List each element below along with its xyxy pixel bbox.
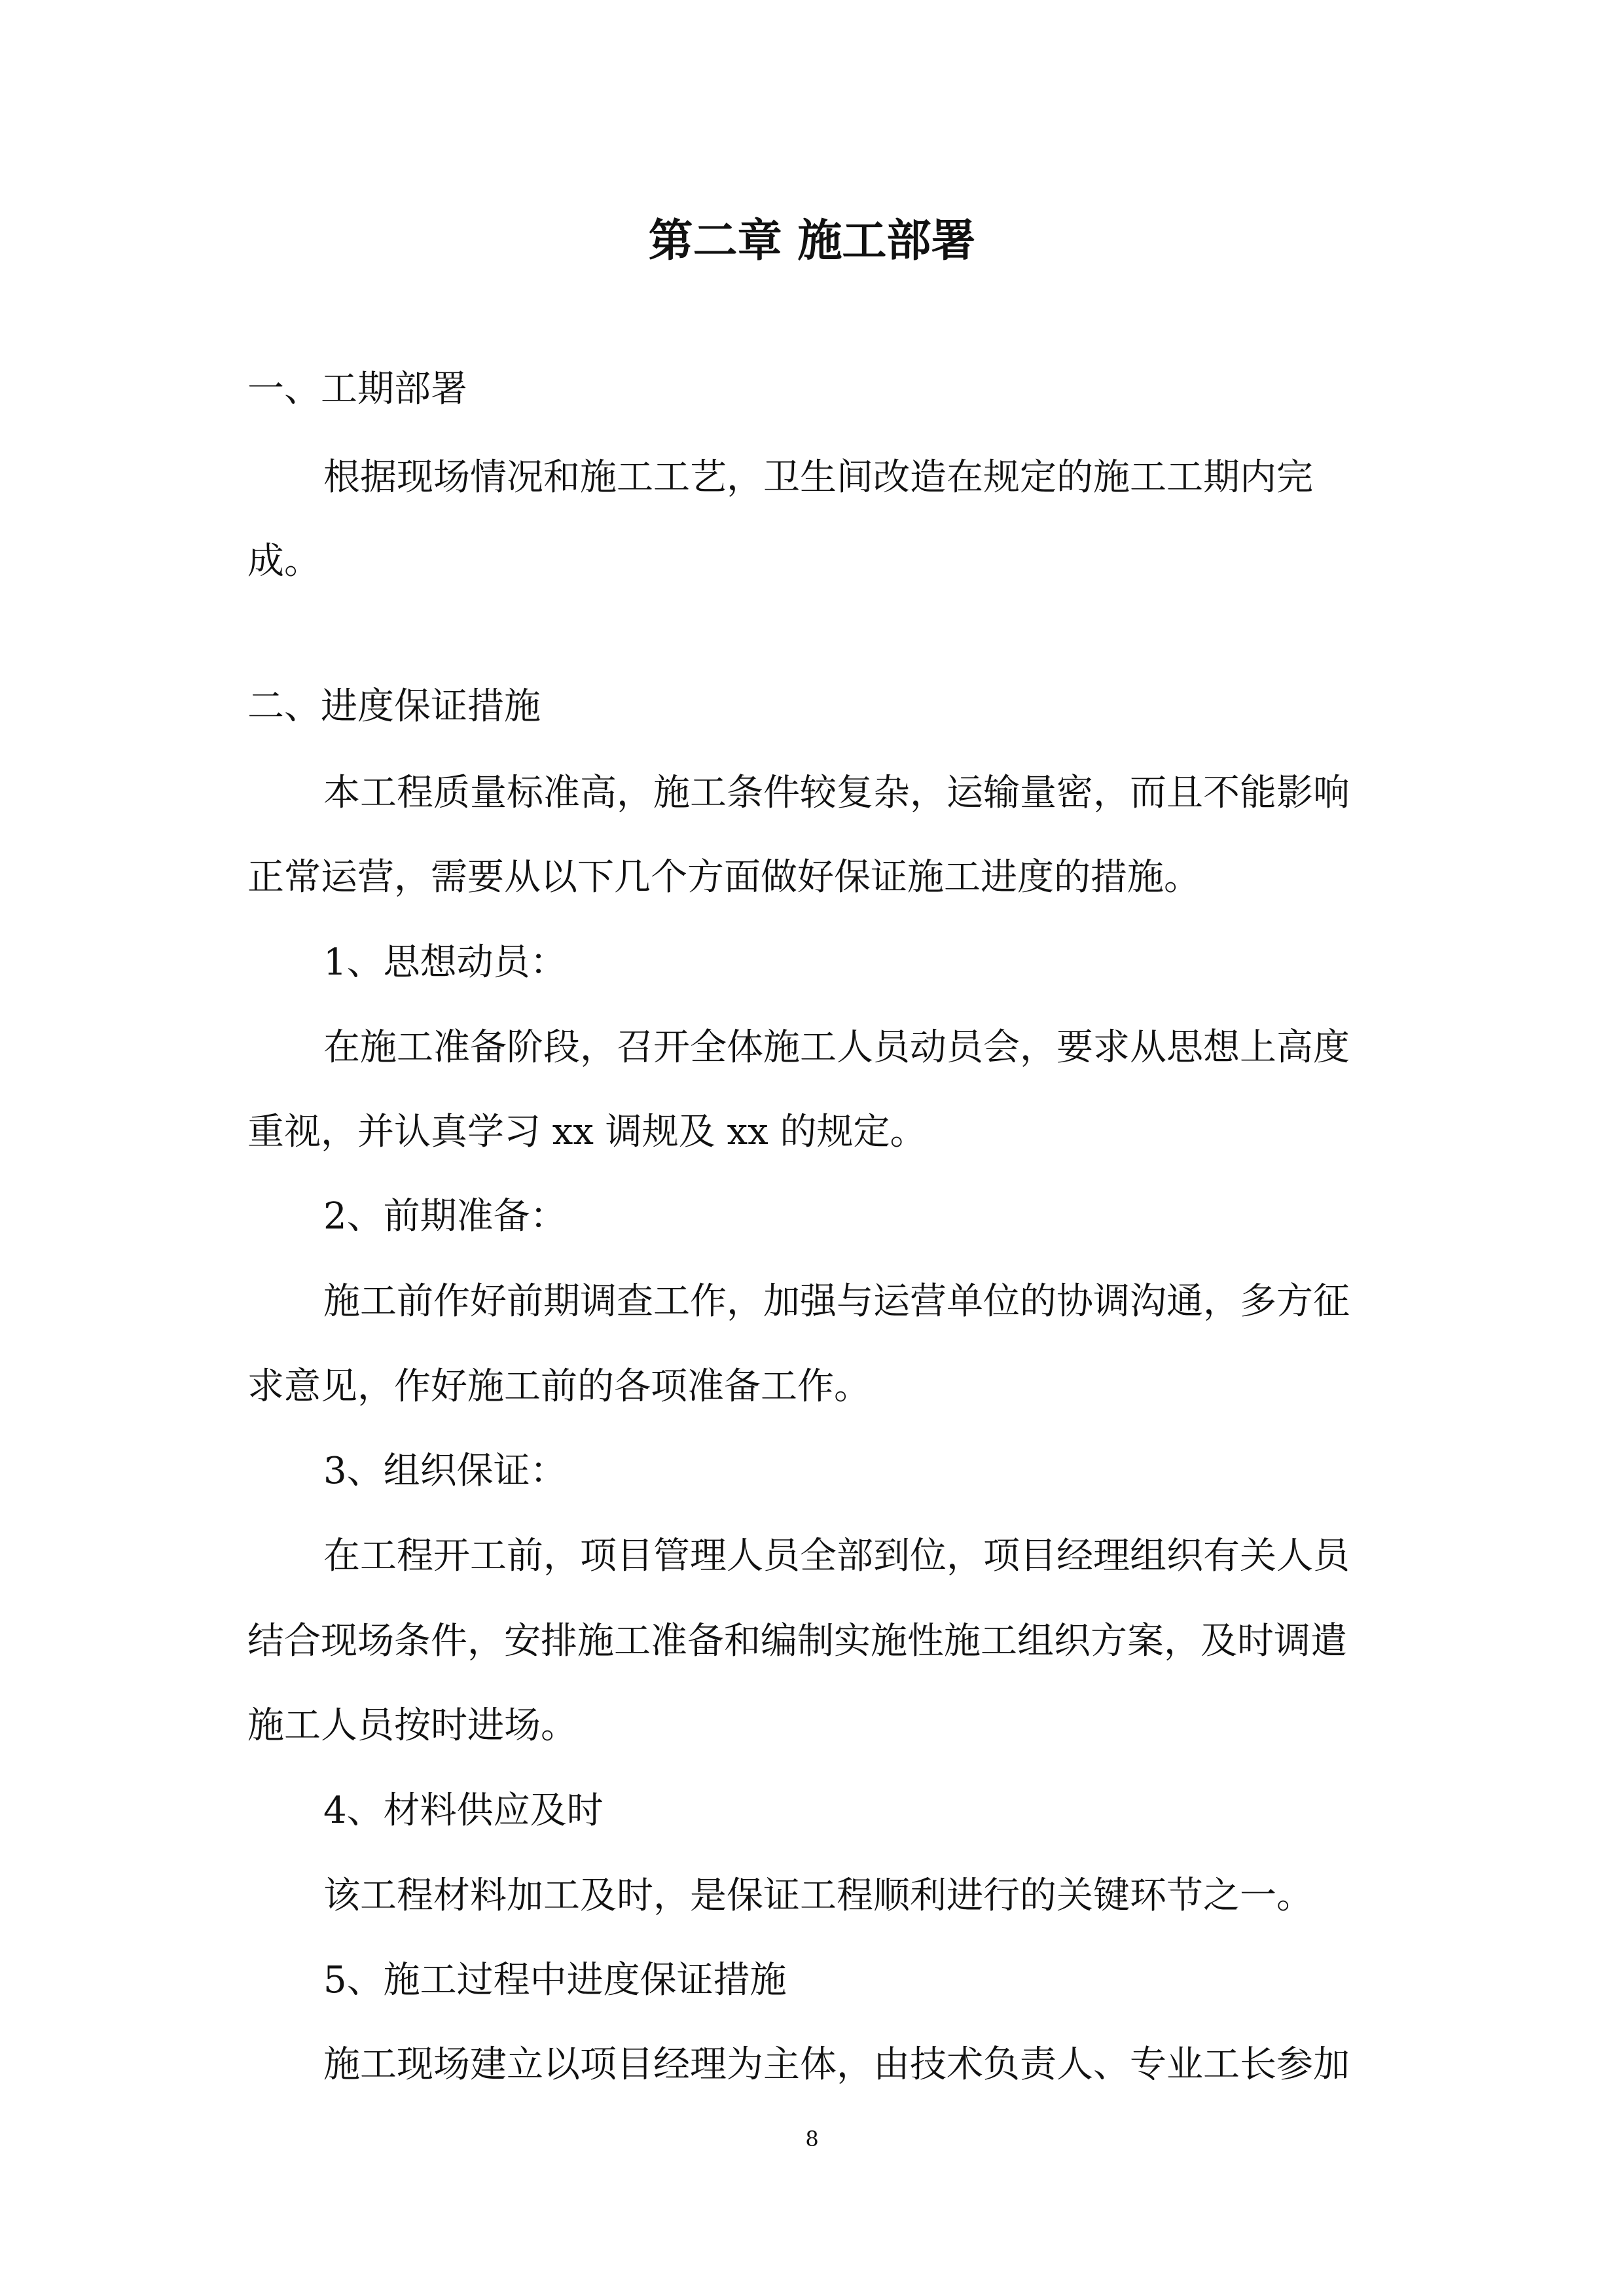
paragraph-line: 在施工准备阶段，召开全体施工人员动员会，要求从思想上高度 <box>323 1026 1350 1069</box>
paragraph-line: 结合现场条件，安排施工准备和编制实施性施工组织方案，及时调遣 <box>247 1620 1347 1662</box>
paragraph-line: 正常运营，需要从以下几个方面做好保证施工进度的措施。 <box>247 856 1200 899</box>
paragraph-line: 根据现场情况和施工工艺，卫生间改造在规定的施工工期内完 <box>323 456 1313 499</box>
paragraph-line: 重视，并认真学习 xx 调规及 xx 的规定。 <box>247 1111 927 1153</box>
chapter-title: 第二章 施工部署 <box>648 215 976 267</box>
paragraph-line: 成。 <box>247 540 321 583</box>
paragraph-line: 本工程质量标准高，施工条件较复杂，运输量密，而且不能影响 <box>323 772 1350 814</box>
subsection-heading: 5、施工过程中进度保证措施 <box>323 1959 787 2001</box>
paragraph-line: 在工程开工前，项目管理人员全部到位，项目经理组织有关人员 <box>323 1535 1350 1577</box>
paragraph-line: 该工程材料加工及时，是保证工程顺利进行的关键环节之一。 <box>323 1874 1313 1917</box>
subsection-heading: 3、组织保证： <box>323 1450 567 1492</box>
subsection-heading: 4、材料供应及时 <box>323 1789 604 1832</box>
page-number: 8 <box>805 2126 819 2151</box>
section-heading-progress: 二、进度保证措施 <box>247 685 541 728</box>
paragraph-line: 求意见，作好施工前的各项准备工作。 <box>247 1365 871 1408</box>
paragraph-line: 施工人员按时进场。 <box>247 1704 577 1747</box>
paragraph-line: 施工现场建立以项目经理为主体，由技术负责人、专业工长参加 <box>323 2043 1350 2086</box>
section-heading-schedule: 一、工期部署 <box>247 368 467 410</box>
subsection-heading: 2、前期准备： <box>323 1195 567 1238</box>
paragraph-line: 施工前作好前期调查工作，加强与运营单位的协调沟通，多方征 <box>323 1280 1350 1323</box>
subsection-heading: 1、思想动员： <box>323 941 567 984</box>
